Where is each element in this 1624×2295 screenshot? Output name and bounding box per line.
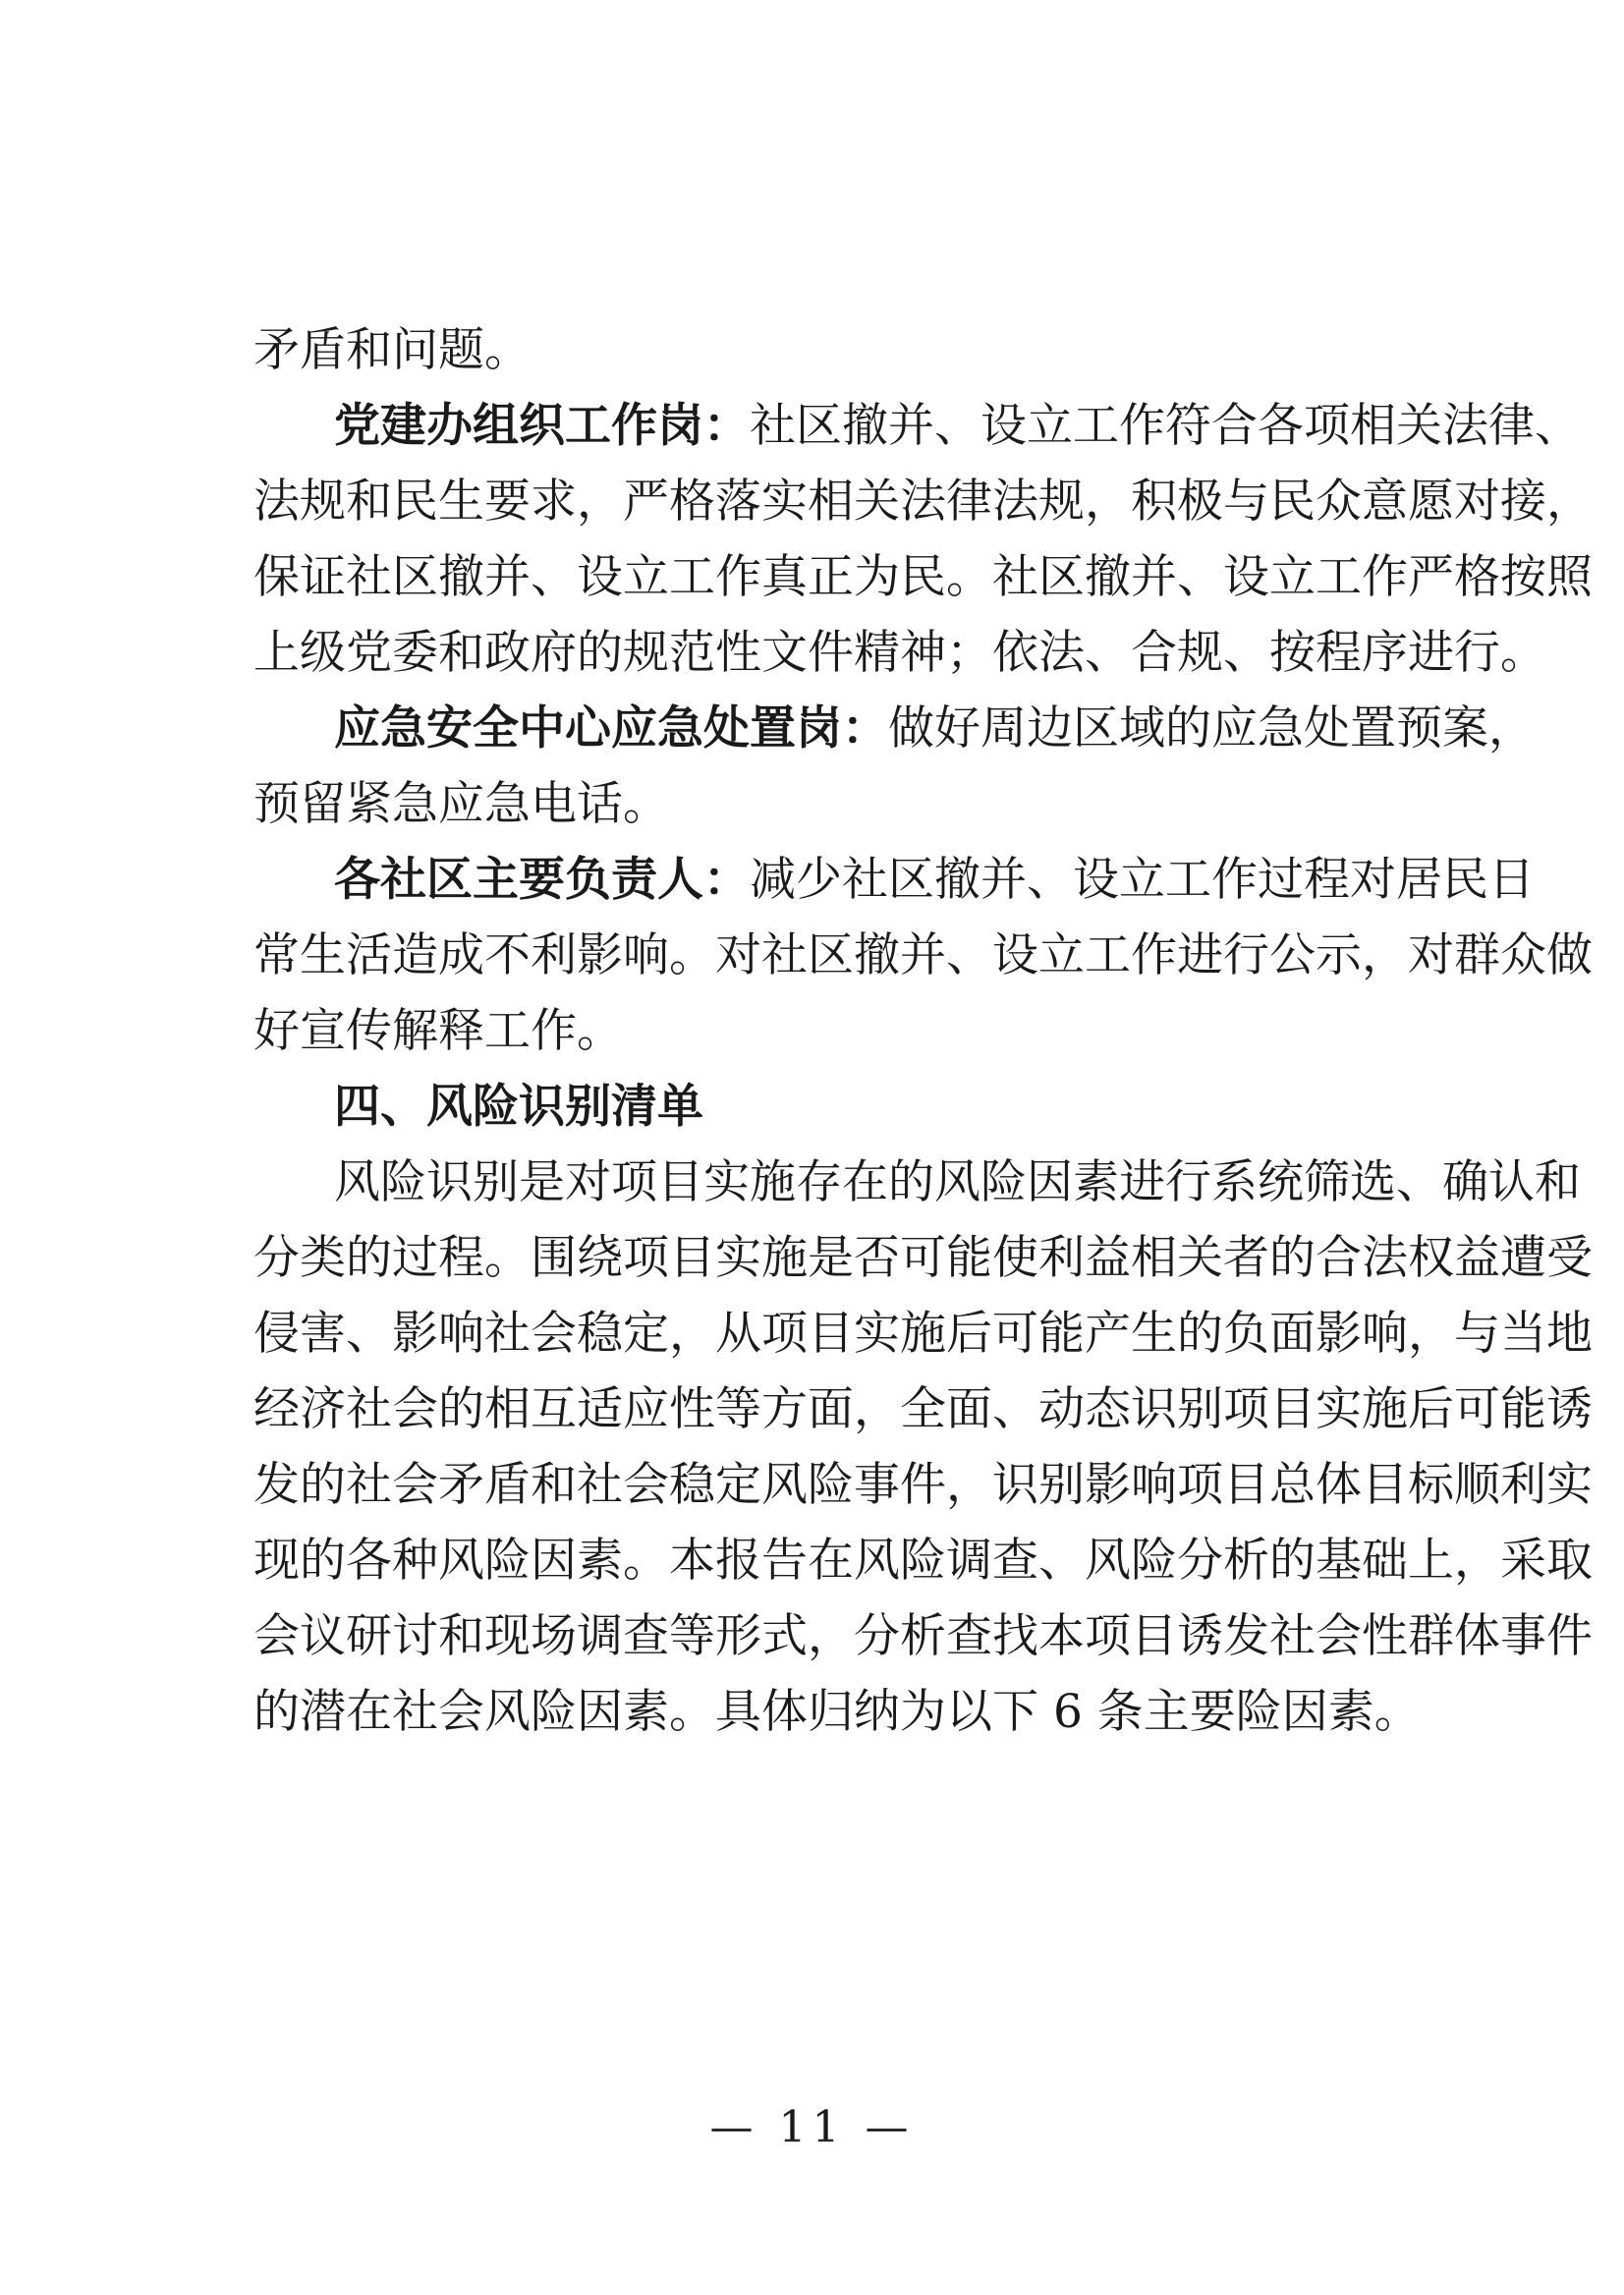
line-text: 矛盾和问题。	[253, 323, 531, 377]
line-text: 的潜在社会风险因素。具体归纳为以下 6 条主要险因素。	[253, 1685, 1421, 1739]
line-text: 分类的过程。围绕项目实施是否可能使利益相关者的合法权益遭受	[253, 1231, 1593, 1285]
text-line	[253, 766, 1442, 842]
text-line	[253, 1371, 1593, 1447]
text-line	[253, 464, 1593, 539]
text-line	[253, 691, 1535, 766]
line-text: 风险识别是对项目实施存在的风险因素进行系统筛选、确认和	[334, 1155, 1581, 1209]
text-line	[253, 615, 1546, 691]
text-line	[253, 1145, 1581, 1220]
text-line	[253, 312, 1442, 388]
line-text: 社区撤并、设立工作符合各项相关法律、	[750, 399, 1581, 453]
role-heading: 应急安全中心应急处置岗：	[334, 701, 888, 756]
line-text: 好宣传解释工作。	[253, 1004, 623, 1058]
text-line	[253, 1220, 1593, 1296]
line-text: 会议研讨和现场调查等形式，分析查找本项目诱发社会性群体事件	[253, 1609, 1593, 1663]
line-text: 做好周边区域的应急处置预案，	[888, 701, 1535, 756]
text-line	[253, 918, 1593, 993]
role-heading: 各社区主要负责人：	[334, 853, 750, 907]
text-line	[253, 842, 1535, 918]
line-text: 上级党委和政府的规范性文件精神；依法、合规、按程序进行。	[253, 626, 1546, 680]
line-text: 预留紧急应急电话。	[253, 777, 669, 831]
text-line	[253, 1069, 1442, 1145]
line-text: 减少社区撤并、设立工作过程对居民日	[750, 853, 1535, 907]
text-line	[253, 1447, 1593, 1523]
text-line	[253, 539, 1593, 615]
role-heading: 党建办组织工作岗：	[334, 399, 750, 453]
line-text: 现的各种风险因素。本报告在风险调查、风险分析的基础上，采取	[253, 1534, 1593, 1588]
text-line	[253, 993, 1442, 1069]
body-text	[253, 312, 1593, 1750]
section-heading: 四、风险识别清单	[334, 1080, 703, 1134]
text-line	[253, 1523, 1593, 1598]
line-text: 常生活造成不利影响。对社区撤并、设立工作进行公示，对群众做	[253, 928, 1593, 982]
text-line	[253, 1296, 1593, 1371]
line-text: 发的社会矛盾和社会稳定风险事件，识别影响项目总体目标顺利实	[253, 1458, 1593, 1512]
page-number: — 11 —	[709, 2102, 915, 2153]
text-line	[253, 1674, 1442, 1750]
text-line	[253, 1598, 1593, 1674]
line-text: 法规和民生要求，严格落实相关法律法规，积极与民众意愿对接，	[253, 475, 1593, 529]
line-text: 保证社区撤并、设立工作真正为民。社区撤并、设立工作严格按照	[253, 550, 1593, 604]
line-text: 侵害、影响社会稳定，从项目实施后可能产生的负面影响，与当地	[253, 1307, 1593, 1361]
text-line	[253, 388, 1581, 464]
line-text: 经济社会的相互适应性等方面，全面、动态识别项目实施后可能诱	[253, 1382, 1593, 1436]
